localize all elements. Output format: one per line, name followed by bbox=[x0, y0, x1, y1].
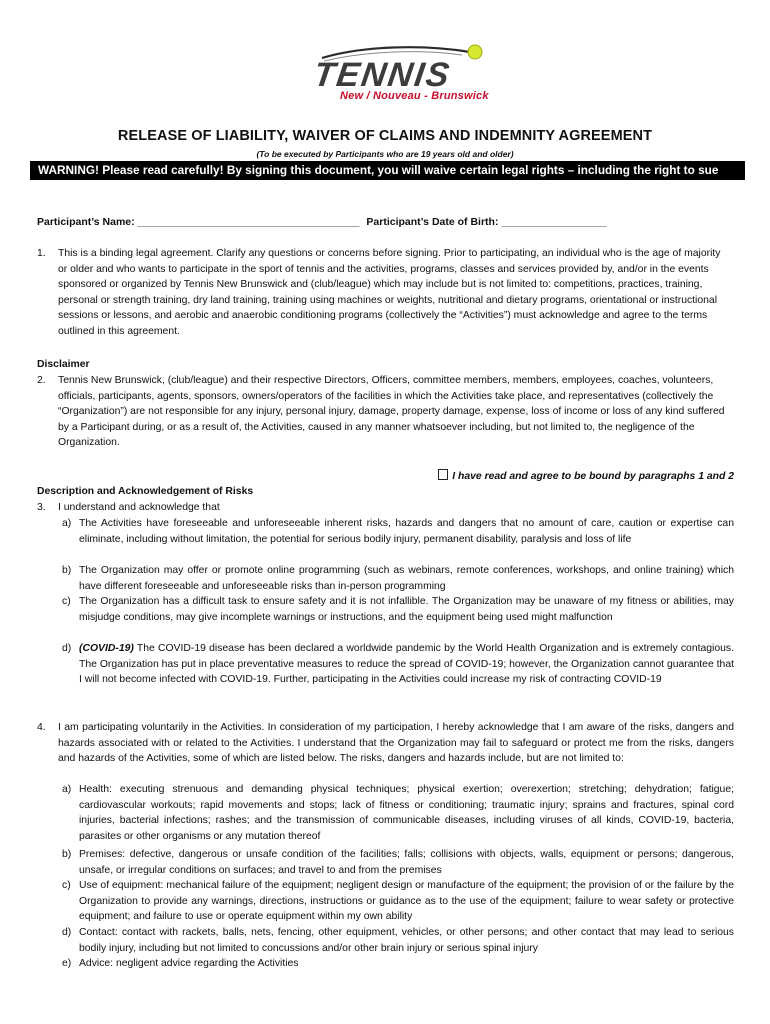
section-4-intro: I am participating voluntarily in the Activities. In consideration of my participation, I hereby acknowledge that I am aware of the risks, dangers and hazards associated with or related to the Activities. I understand that the Organization may fail to safeguard or protect me from the risks, dangers and hazards of the Activities, some of which are listed below. The risks, dangers and hazards include, but are not limited to: bbox=[58, 722, 734, 765]
agree-checkbox-icon[interactable] bbox=[438, 469, 448, 480]
list-item bbox=[62, 878, 734, 925]
list-item-text: Advice: negligent advice regarding the Activities bbox=[79, 958, 299, 969]
participant-name-field[interactable]: Participant’s Name: ______________________________________ bbox=[37, 216, 360, 228]
logo-wordmark: TENNIS bbox=[311, 56, 454, 94]
list-item-text: Contact: contact with rackets, balls, nets, fencing, other equipment, vehicles, or other persons; and other contact that may lead to serious bodily injury, including but not limited to concussions and/or other brain injury or serious spinal injury bbox=[79, 927, 734, 954]
list-item-label: a) bbox=[62, 784, 72, 795]
section-1-text: This is a binding legal agreement. Clarify any questions or concerns before signing. Prior to participating, an individual who is the age of majority or older and who wants to participate in the sport of tennis and the activities, programs, classes and services provided by, and/or in the events sponsored or organized by Tennis New Brunswick and (club/league) which may include but is not limited to: competitions, practices, training, personal or strength training, dry land training, training using machines or weights, nutritional and dietary programs, orientational or instructional sessions or lessons, and aerobic and anaerobic conditioning programs (collectively the “Activities”) must acknowledge and agree to the terms outlined in this agreement. bbox=[58, 248, 721, 337]
logo-subtitle: New / Nouveau - Brunswick bbox=[340, 90, 489, 102]
list-item-label: e) bbox=[62, 958, 72, 969]
list-item bbox=[62, 925, 734, 956]
list-item bbox=[62, 782, 734, 844]
list-item bbox=[62, 847, 734, 878]
list-item bbox=[62, 594, 734, 625]
list-item-text: The Activities have foreseeable and unforeseeable inherent risks, hazards and dangers that no amount of care, caution or expertise can eliminate, including without limitation, the potential for serious bodily injury, permanent disability, paralysis and loss of life bbox=[79, 518, 734, 545]
list-item-text: The Organization has a difficult task to ensure safety and it is not infallible. The Organization may be unaware of my fitness or abilities, may misjudge conditions, may give incomplete warnings or instructions, and the equipment being used might malfunction bbox=[79, 596, 734, 623]
section-4-number: 4. bbox=[37, 722, 46, 733]
tennis-nb-logo bbox=[292, 44, 492, 104]
section-1-number: 1. bbox=[37, 248, 46, 259]
list-item-label: b) bbox=[62, 565, 72, 576]
section-3-number: 3. bbox=[37, 502, 46, 513]
list-item-text: Use of equipment: mechanical failure of the equipment; negligent design or manufacture of the equipment; the provision of or the failure by the Organization to provide any warnings, directions, instructions or guidance as to the use of the equipment; failure to wear safety or protective equipment; and failure to use or operate equipment within my own ability bbox=[79, 880, 734, 923]
list-item-text: Premises: defective, dangerous or unsafe condition of the facilities; falls; collisions with objects, walls, equipment or persons; dangerous, unsafe, or irregular conditions on surfaces; and travel to and from the premises bbox=[79, 849, 734, 876]
list-item bbox=[62, 641, 734, 688]
list-item-label: b) bbox=[62, 849, 72, 860]
risks-heading: Description and Acknowledgement of Risks bbox=[37, 486, 254, 497]
list-item bbox=[62, 563, 734, 594]
section-2-number: 2. bbox=[37, 375, 46, 386]
document-title: RELEASE OF LIABILITY, WAIVER OF CLAIMS AND INDEMNITY AGREEMENT bbox=[117, 128, 653, 144]
section-3-intro: I understand and acknowledge that bbox=[58, 502, 220, 513]
document-subtitle: (To be executed by Participants who are 19 years old and older) bbox=[256, 149, 514, 159]
list-item-text: The Organization may offer or promote online programming (such as webinars, remote conferences, workshops, and online training) which have different foreseeable and unforeseeable risks than in-person programming bbox=[79, 565, 734, 592]
warning-banner: WARNING! Please read carefully! By signing this document, you will waive certain legal rights – including the right to sue bbox=[30, 161, 745, 180]
list-item bbox=[62, 516, 734, 547]
agree-label: I have read and agree to be bound by paragraphs 1 and 2 bbox=[452, 471, 734, 482]
list-item-label: c) bbox=[62, 596, 71, 607]
list-item-label: c) bbox=[62, 880, 71, 891]
list-item-label: d) bbox=[62, 927, 72, 938]
list-item-label: d) bbox=[62, 643, 72, 654]
covid-label: (COVID-19) bbox=[79, 643, 134, 654]
participant-dob-field[interactable]: Participant’s Date of Birth: __________________ bbox=[366, 216, 607, 228]
disclaimer-heading: Disclaimer bbox=[37, 359, 90, 370]
list-item-text: Health: executing strenuous and demanding physical techniques; physical exertion; overexertion; stretching; dehydration; fatigue; cardiovascular workouts; rapid movements and stops; lack of fitness or conditioning; traumatic injury; sprains and fractures, spinal cord injuries, bacterial infections; rashes; and the transmission of communicable diseases, including viruses of all kinds, COVID-19, bacteria, parasites or other organisms or any mutation thereof bbox=[79, 784, 734, 842]
participant-fields bbox=[37, 216, 606, 228]
list-item-text: The COVID-19 disease has been declared a worldwide pandemic by the World Health Organization and is extremely contagious. The Organization has put in place preventative measures to reduce the spread of COVID-19; however, the Organization cannot guarantee that I will not become infected with COVID-19. Further, participating in the Activities could increase my risk of contracting COVID-19 bbox=[79, 643, 734, 686]
list-item-label: a) bbox=[62, 518, 72, 529]
section-2-text: Tennis New Brunswick, (club/league) and their respective Directors, Officers, committee members, members, employees, coaches, volunteers, officials, participants, agents, sponsors, owners/operators of the facilities in which the Activities take place, and representatives (collectively the “Organization”) are not responsible for any injury, personal injury, damage, property damage, expense, loss of income or loss of any kind suffered by a Participant during, or as a result of, the Activities, caused in any manner whatsoever including, but not limited to, the negligence of the Organization. bbox=[58, 375, 725, 449]
list-item bbox=[62, 956, 734, 972]
agreement-checkbox-row[interactable] bbox=[438, 469, 734, 482]
